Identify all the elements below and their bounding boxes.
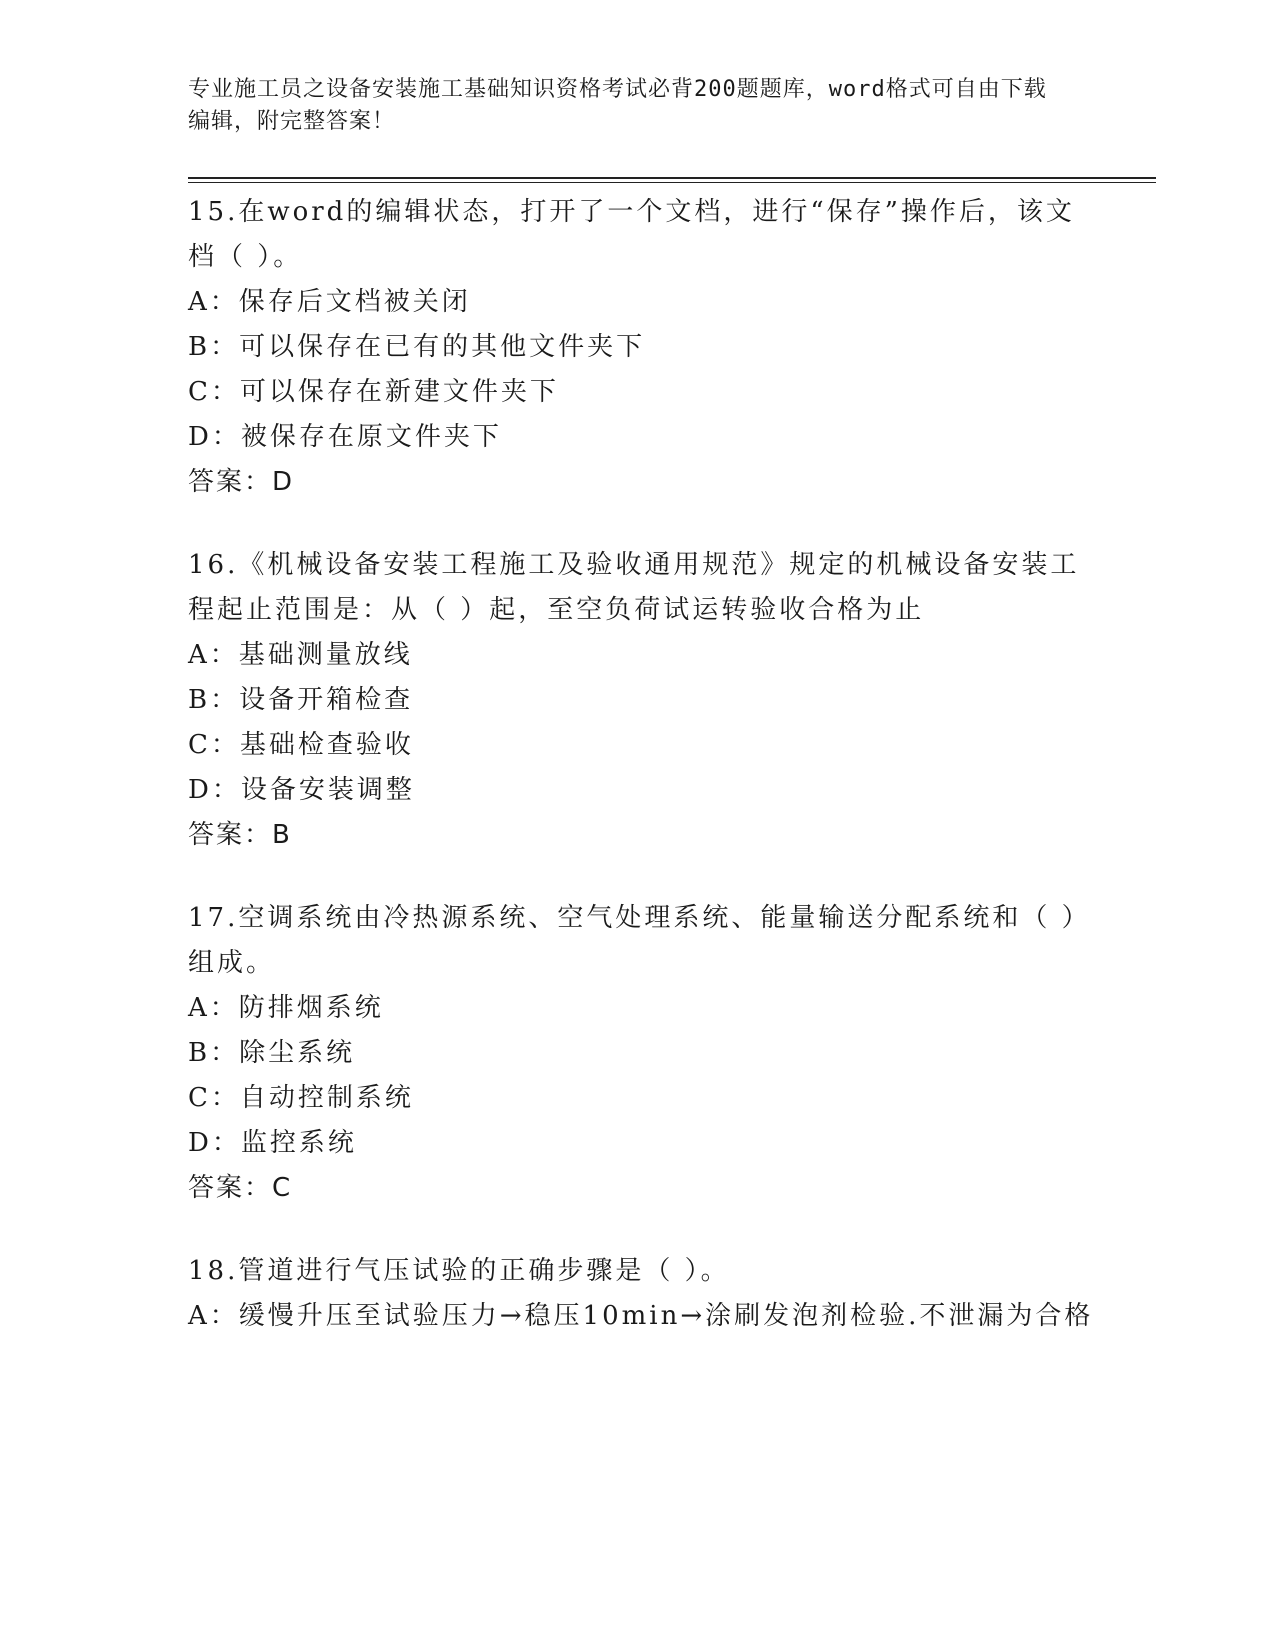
header-divider-thin	[188, 182, 1156, 183]
question-text: 17.空调系统由冷热源系统、空气处理系统、能量输送分配系统和（ ）组成。	[188, 903, 1078, 978]
option-c: C：基础检查验收	[188, 730, 414, 760]
option-c: C：可以保存在新建文件夹下	[188, 377, 559, 407]
option-b: B：设备开箱检查	[188, 685, 414, 715]
question-16	[188, 543, 1088, 858]
option-b: B：除尘系统	[188, 1038, 356, 1068]
option-d: D：设备安装调整	[188, 775, 415, 805]
option-d: D：被保存在原文件夹下	[188, 422, 502, 452]
question-text: 15.在word的编辑状态，打开了一个文档，进行“保存”操作后，该文档（ ）。	[188, 197, 1075, 272]
option-c: C：自动控制系统	[188, 1083, 414, 1113]
option-a: A：缓慢升压至试验压力→稳压10min→涂刷发泡剂检验.不泄漏为合格	[188, 1301, 1094, 1331]
question-15	[188, 190, 1088, 505]
option-b: B：可以保存在已有的其他文件夹下	[188, 332, 646, 362]
question-17	[188, 896, 1088, 1211]
option-a: A：保存后文档被关闭	[188, 287, 471, 317]
option-d: D：监控系统	[188, 1128, 357, 1158]
document-header: 专业施工员之设备安装施工基础知识资格考试必背200题题库，word格式可自由下载编辑，附完整答案！	[188, 77, 1047, 134]
header-divider	[188, 177, 1156, 179]
answer: 答案：D	[188, 467, 295, 497]
question-18	[188, 1249, 1094, 1339]
answer: 答案：B	[188, 820, 292, 850]
question-list	[188, 190, 1094, 1377]
question-text: 18.管道进行气压试验的正确步骤是（ ）。	[188, 1256, 730, 1286]
option-a: A：基础测量放线	[188, 640, 413, 670]
question-text: 16.《机械设备安装工程施工及验收通用规范》规定的机械设备安装工程起止范围是：从（ ）起，至空负荷试运转验收合格为止	[188, 550, 1080, 625]
option-a: A：防排烟系统	[188, 993, 384, 1023]
answer: 答案：C	[188, 1173, 293, 1203]
